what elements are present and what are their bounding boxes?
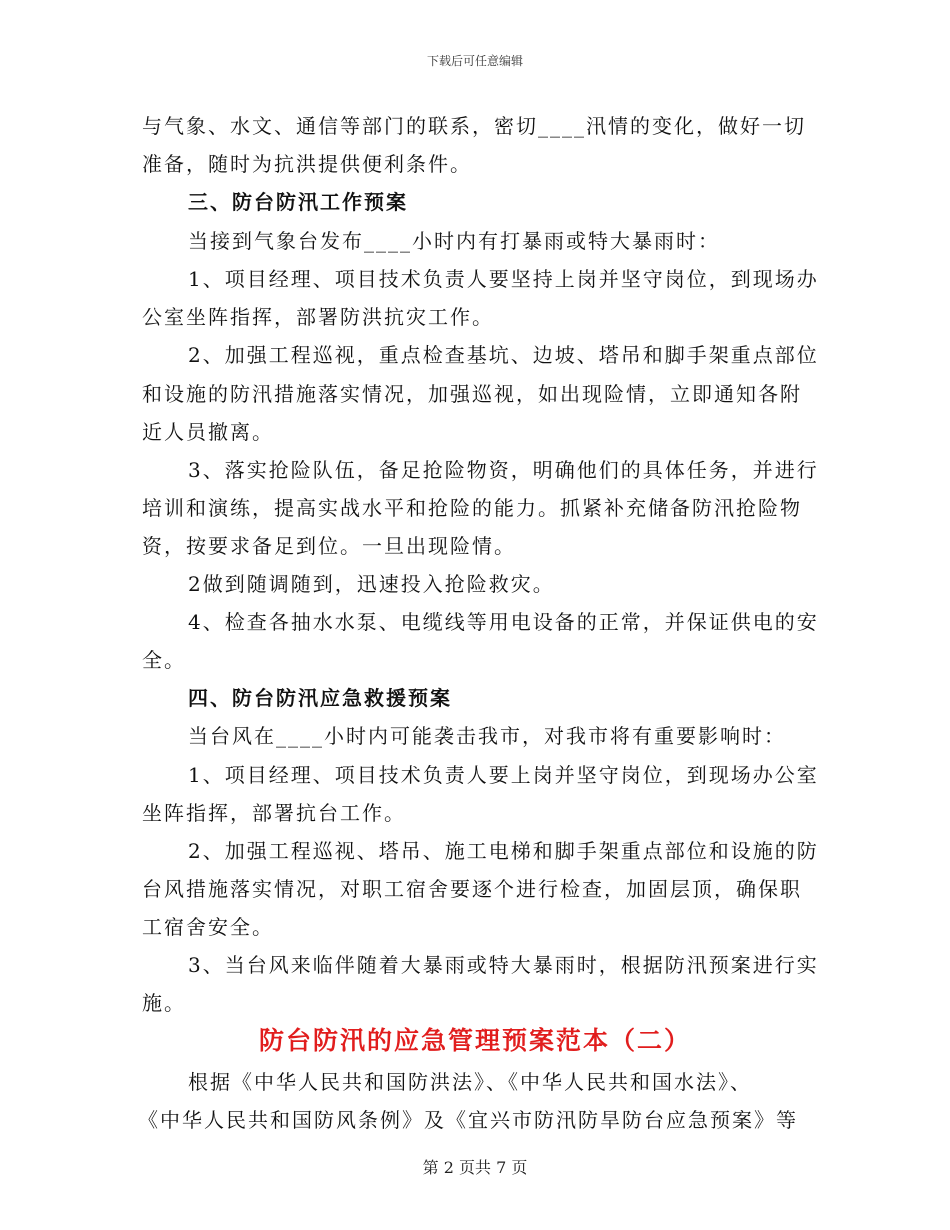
body-line: 3、当台风来临伴随着大暴雨或特大暴雨时，根据防汛预案进行实 <box>188 953 819 977</box>
body-line: 1、项目经理、项目技术负责人要坚持上岗并坚守岗位，到现场办 <box>188 267 819 291</box>
body-line: 当台风在____小时内可能袭击我市，对我市将有重要影响时： <box>188 724 786 748</box>
body-line: 2、加强工程巡视、塔吊、施工电梯和脚手架重点部位和设施的防 <box>188 839 819 863</box>
section-title: 防台防汛的应急管理预案范本（二） <box>258 1026 691 1055</box>
body-line: 4、检查各抽水水泵、电缆线等用电设备的正常，并保证供电的安 <box>188 610 819 634</box>
body-line: 坐阵指挥，部署抗台工作。 <box>142 801 406 825</box>
body-line: 准备，随时为抗洪提供便利条件。 <box>142 152 472 176</box>
body-line: 2做到随调随到，迅速投入抢险救灾。 <box>188 572 555 596</box>
body-line: 施。 <box>142 991 186 1015</box>
body-line: 和设施的防汛措施落实情况，加强巡视，如出现险情，立即通知各附 <box>142 382 802 406</box>
body-line: 当接到气象台发布____小时内有打暴雨或特大暴雨时： <box>188 229 720 253</box>
section-heading-4: 四、防台防汛应急救援预案 <box>188 686 452 710</box>
body-line: 全。 <box>142 648 186 672</box>
body-line: 台风措施落实情况，对职工宿舍要逐个进行检查，加固层顶，确保职 <box>142 877 802 901</box>
page-footer: 第 2 页共 7 页 <box>422 1158 528 1177</box>
body-line: 根据《中华人民共和国防洪法》、《中华人民共和国水法》、 <box>188 1070 752 1094</box>
body-line: 1、项目经理、项目技术负责人要上岗并坚守岗位，到现场办公室 <box>188 763 819 787</box>
body-line: 公室坐阵指挥，部署防洪抗灾工作。 <box>142 305 494 329</box>
body-line: 近人员撤离。 <box>142 420 274 444</box>
body-line: 2、加强工程巡视，重点检查基坑、边坡、塔吊和脚手架重点部位 <box>188 343 819 367</box>
body-line: 3、落实抢险队伍，备足抢险物资，明确他们的具体任务，并进行 <box>188 458 819 482</box>
body-line: 资，按要求备足到位。一旦出现险情。 <box>142 534 516 558</box>
body-line: 工宿舍安全。 <box>142 915 274 939</box>
body-line: 与气象、水文、通信等部门的联系，密切____汛情的变化，做好一切 <box>142 114 806 138</box>
section-heading-3: 三、防台防汛工作预案 <box>188 190 408 214</box>
body-line: 《中华人民共和国防风条例》及《宜兴市防汛防旱防台应急预案》等 <box>138 1108 798 1132</box>
page-header: 下载后可任意编辑 <box>426 54 523 68</box>
body-line: 培训和演练，提高实战水平和抢险的能力。抓紧补充储备防汛抢险物 <box>142 496 802 520</box>
